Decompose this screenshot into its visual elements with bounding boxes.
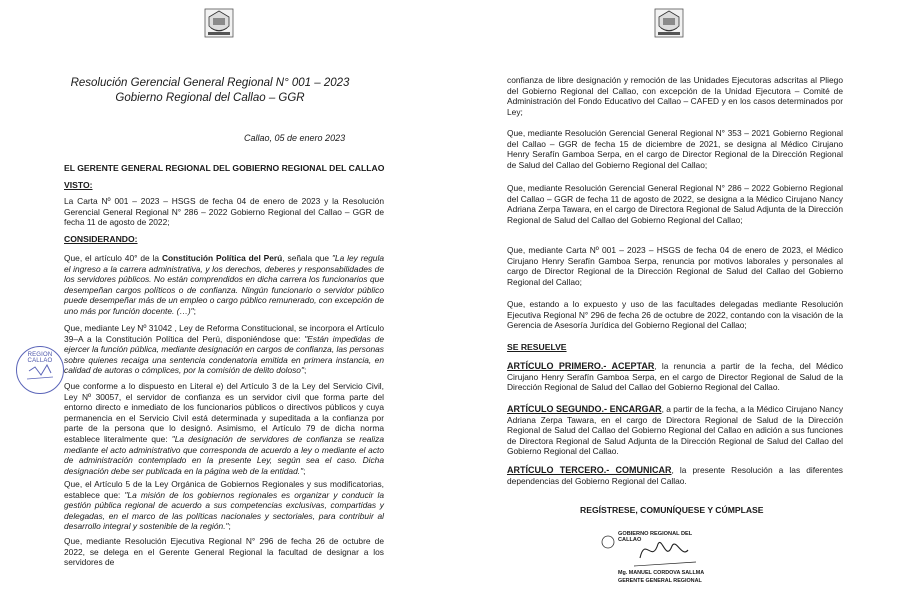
considerando-paragraph-3: Que conforme a lo dispuesto en Literal e) del Artículo 3 de la Ley del Servicio Civil, Ley Nº 30057, el servidor de confianza es un servidor civil que forma parte del entorno directo e inmediato de los funcionarios públicos o directivos públicos y cuya permanencia en el Servicio Civil está determinada y supeditada a la confianza por parte de la persona que lo designó. Asimismo, el Artículo 79 de dicha norma establece literalmente que: "La designación de servidores de confianza se realiza mediante el acto administrativo que corresponda de acuerdo a ley o mediante el acto de administración contemplado en la presente Ley, según sea el caso. Dicha designación debe ser publicada en la página web de la entidad."; <box>64 381 384 476</box>
continuation-paragraph: confianza de libre designación y remoción de las Unidades Ejecutoras adscritas al Pliego del Gobierno Regional del Callao, con excepción de la Unidad Ejecutora – Comité de Administración del Fondo Educativo del Callao – CAFED y en los casos determinados por Ley; <box>507 75 843 117</box>
considerando-paragraph-5: Que, mediante Resolución Ejecutiva Regional N° 296 de fecha 26 de octubre de 2022, se delega en el Gerente General Regional la facultad de designar a los servidores de <box>64 536 384 568</box>
considerando-paragraph-9: Que, estando a lo expuesto y uso de las facultades delegadas mediante Resolución Ejecutiva Regional N° 296 de fecha 26 de octubre de 2022, contando con la visación de la Gerencia de Asesoría Jurídica del Gobierno Regional del Callao; <box>507 299 843 331</box>
se-resuelve-heading: SE RESUELVE <box>507 342 567 352</box>
regional-crest-icon <box>202 6 236 40</box>
article-first: ARTÍCULO PRIMERO.- ACEPTAR, la renuncia a partir de la fecha, del Médico Cirujano Henry Serafín Gamboa Serpa, en el cargo de Director Regional de Salud de la Dirección Regional de Salud del Callao del Gobierno Regional del Callao. <box>507 361 843 393</box>
place-date: Callao, 05 de enero 2023 <box>244 133 346 143</box>
resolution-title: Resolución Gerencial General Regional N° 001 – 2023 <box>70 77 350 89</box>
page-right <box>450 0 900 600</box>
signature-organization: GOBIERNO REGIONAL DEL CALLAO <box>618 531 693 543</box>
region-stamp <box>16 346 64 394</box>
considerando-paragraph-1: Que, el artículo 40° de la Constitución Política del Perú, señala que "La ley regula el ingreso a la carrera administrativa, y los derechos, deberes y responsabilidades de los servidores públicos. No están comprendidos en dicha carrera los funcionarios que desempeñan cargos políticos o de confianza. Ningún funcionario o servidor público puede desempeñar más de un empleo o cargo público remunerado, con excepción de uno más por función docente. (…)"; <box>64 253 384 316</box>
visto-paragraph: La Carta Nº 001 – 2023 – HSGS de fecha 04 de enero de 2023 y la Resolución Gerencial General Regional N° 286 – 2022 Gobierno Regional del Callao – GGR de fecha 11 de agosto de 2022; <box>64 196 384 228</box>
considerando-heading: CONSIDERANDO: <box>64 234 138 244</box>
signature-role: GERENTE GENERAL REGIONAL <box>618 578 702 584</box>
regional-crest-icon <box>652 6 686 40</box>
considerando-paragraph-6: Que, mediante Resolución Gerencial General Regional N° 353 – 2021 Gobierno Regional del Callao – GGR de fecha 15 de diciembre de 2021, se designa al Médico Cirujano Henry Serafín Gamboa Serpa, en el cargo de Director Regional de la Dirección Regional de Salud del Callao del Gobierno Regional del Callao; <box>507 128 843 170</box>
considerando-paragraph-7: Que, mediante Resolución Gerencial General Regional N° 286 – 2022 Gobierno Regional del Callao – GGR de fecha 11 de agosto de 2022, se designa a la Médico Cirujano Nancy Adriana Zerpa Tawara, en el cargo de Directora Regional de Salud Adjunta de la Dirección Regional de Salud del Callao del Gobierno Regional del Callao; <box>507 183 843 225</box>
article-second: ARTÍCULO SEGUNDO.- ENCARGAR, a partir de la fecha, a la Médico Cirujano Nancy Adriana Zerpa Tawara, en el cargo de Directora Regional de Salud de la Dirección Regional de Salud del Callao del Gobierno Regional del Callao en adición a sus funciones de Directora Regional de Salud Adjunta de la Dirección Regional de Salud del Callao del Gobierno Regional del Callao. <box>507 404 844 457</box>
resolution-subtitle: Gobierno Regional del Callao – GGR <box>115 92 305 104</box>
article-third: ARTÍCULO TERCERO.- COMUNICAR, la presente Resolución a las diferentes dependencias del Gobierno Regional del Callao. <box>507 465 843 486</box>
stamp-label: REGION CALLAO <box>27 352 53 364</box>
considerando-paragraph-4: Que, el Artículo 5 de la Ley Orgánica de Gobiernos Regionales y sus modificatorias, establece que: "La misión de los gobiernos regionales es organizar y conducir la gestión pública regional de acuerdo a sus competencias exclusivas, compartidas y delegadas, en el marco de las políticas nacionales y sectoriales, para contribuir al desarrollo integral y sostenible de la región."; <box>64 479 384 532</box>
signature-name: Mg. MANUEL CORDOVA SALLMA <box>618 570 705 576</box>
authority-heading: EL GERENTE GENERAL REGIONAL DEL GOBIERNO REGIONAL DEL CALLAO <box>64 163 385 173</box>
stamp-mark-icon <box>17 347 63 393</box>
visto-heading: VISTO: <box>64 180 93 190</box>
signature-seal <box>600 528 712 588</box>
considerando-paragraph-2: Que, mediante Ley Nº 31042 , Ley de Reforma Constitucional, se incorpora el Artículo 39–A a la Constitución Política del Perú, disponiéndose que: "Están impedidas de ejercer la función pública, mediante designación en cargos de confianza, las personas sobre quienes recaiga una sentencia condenatoria emitida en primera instancia, en calidad de autoras o cómplices, por la comisión de delito doloso"; <box>64 323 384 376</box>
closing-formula: REGÍSTRESE, COMUNÍQUESE Y CÚMPLASE <box>580 505 764 515</box>
considerando-paragraph-8: Que, mediante Carta Nº 001 – 2023 – HSGS de fecha 04 de enero de 2023, el Médico Cirujano Henry Serafín Gamboa Serpa, renuncia por motivos laborales y personales al cargo de Director Regional de la Dirección Regional de Salud del Callao del Gobierno Regional del Callao; <box>507 245 843 287</box>
